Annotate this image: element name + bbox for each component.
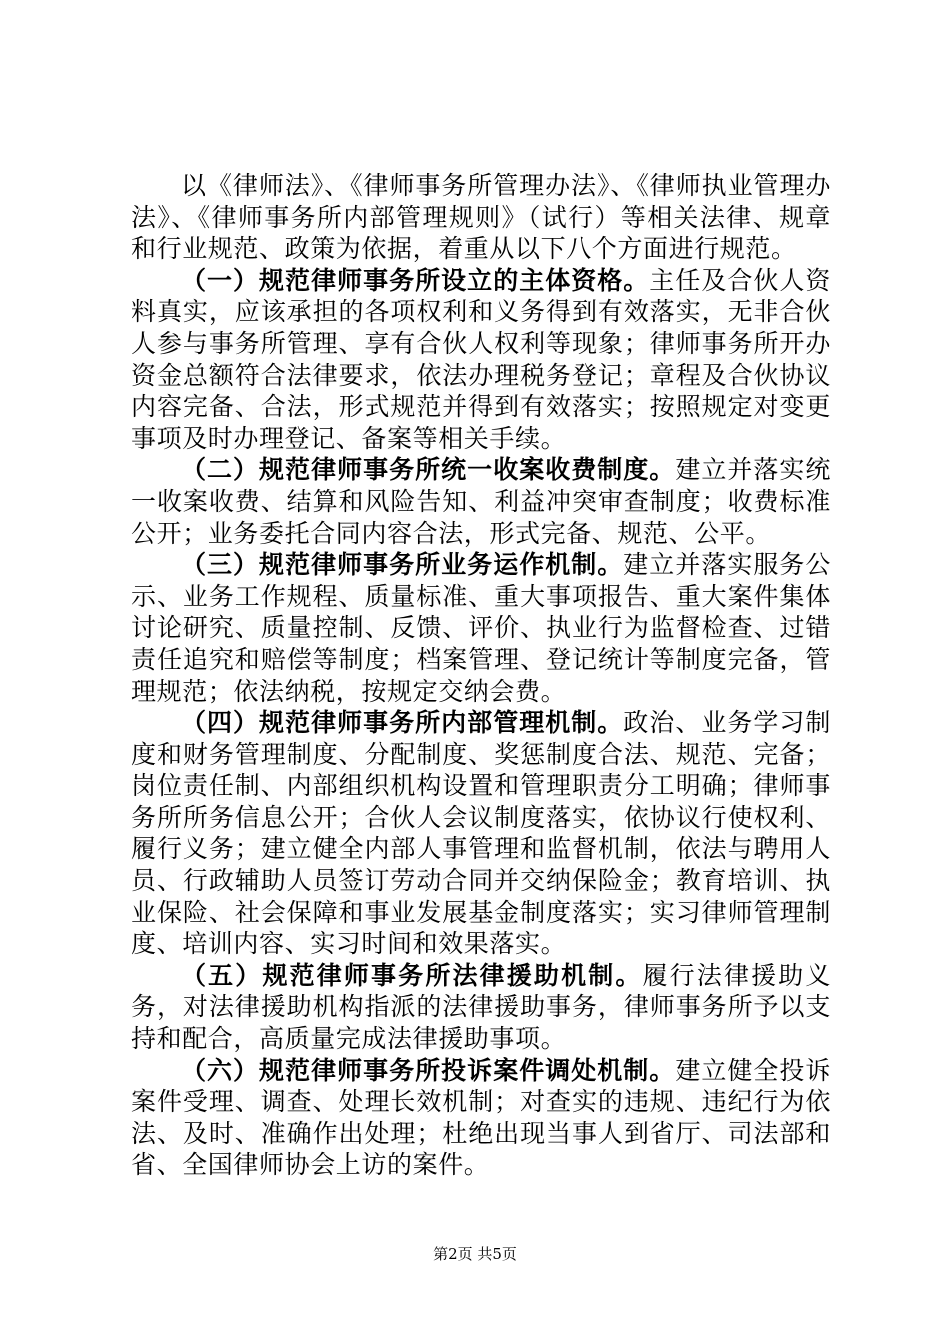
- section-body-3: 建立并落实服务公示、业务工作规程、质量标准、重大事项报告、重大案件集体讨论研究、质量控制、反馈、评价、执业行为监督检查、过错责任追究和赔偿等制度；档案管理、登记统计等制度完备，管理规范；依法纳税，按规定交纳会费。: [131, 550, 831, 706]
- section-heading-2: （二）规范律师事务所统一收案收费制度。: [181, 455, 676, 485]
- section-heading-3: （三）规范律师事务所业务运作机制。: [181, 550, 624, 580]
- section-body-2: 建立并落实统一收案收费、结算和风险告知、利益冲突审查制度；收费标准公开；业务委托合同内容合法，形式完备、规范、公平。: [131, 455, 831, 548]
- section-heading-6: （六）规范律师事务所投诉案件调处机制。: [181, 1055, 676, 1085]
- section-paragraph-3: [131, 549, 831, 707]
- document-body: [131, 170, 831, 1181]
- section-body-6: 建立健全投诉案件受理、调查、处理长效机制；对查实的违规、违纪行为依法、及时、准确作出处理；杜绝出现当事人到省厅、司法部和省、全国律师协会上访的案件。: [131, 1055, 831, 1180]
- section-body-5: 履行法律援助义务，对法律援助机构指派的法律援助事务，律师事务所予以支持和配合，高质量完成法律援助事项。: [131, 960, 832, 1054]
- intro-paragraph: 以《律师法》、《律师事务所管理办法》、《律师执业管理办法》、《律师事务所内部管理规则》（试行）等相关法律、规章和行业规范、政策为依据，着重从以下八个方面进行规范。: [131, 171, 831, 264]
- section-paragraph-4: [131, 707, 831, 960]
- section-body-1: 主任及合伙人资料真实，应该承担的各项权利和义务得到有效落实，无非合伙人参与事务所管理、享有合伙人权利等现象；律师事务所开办资金总额符合法律要求，依法办理税务登记；章程及合伙协议内容完备、合法，形式规范并得到有效落实；按照规定对变更事项及时办理登记、备案等相关手续。: [131, 265, 831, 453]
- section-paragraph-6: [131, 1055, 831, 1181]
- section-heading-1: （一）规范律师事务所设立的主体资格。: [181, 265, 650, 295]
- section-heading-4: （四）规范律师事务所内部管理机制。: [181, 708, 624, 738]
- section-body-4: 政治、业务学习制度和财务管理制度、分配制度、奖惩制度合法、规范、完备；岗位责任制、内部组织机构设置和管理职责分工明确；律师事务所所务信息公开；合伙人会议制度落实，依协议行使权利、履行义务；建立健全内部人事管理和监督机制，依法与聘用人员、行政辅助人员签订劳动合同并交纳保险金；教育培训、执业保险、社会保障和事业发展基金制度落实；实习律师管理制度、培训内容、实习时间和效果落实。: [131, 708, 831, 959]
- section-paragraph-5: [131, 960, 831, 1055]
- section-heading-5: （五）规范律师事务所法律援助机制。: [181, 960, 643, 990]
- page-number-footer: 第2页 共5页: [433, 1245, 517, 1263]
- section-paragraph-1: [131, 265, 831, 455]
- section-paragraph-2: [131, 454, 831, 549]
